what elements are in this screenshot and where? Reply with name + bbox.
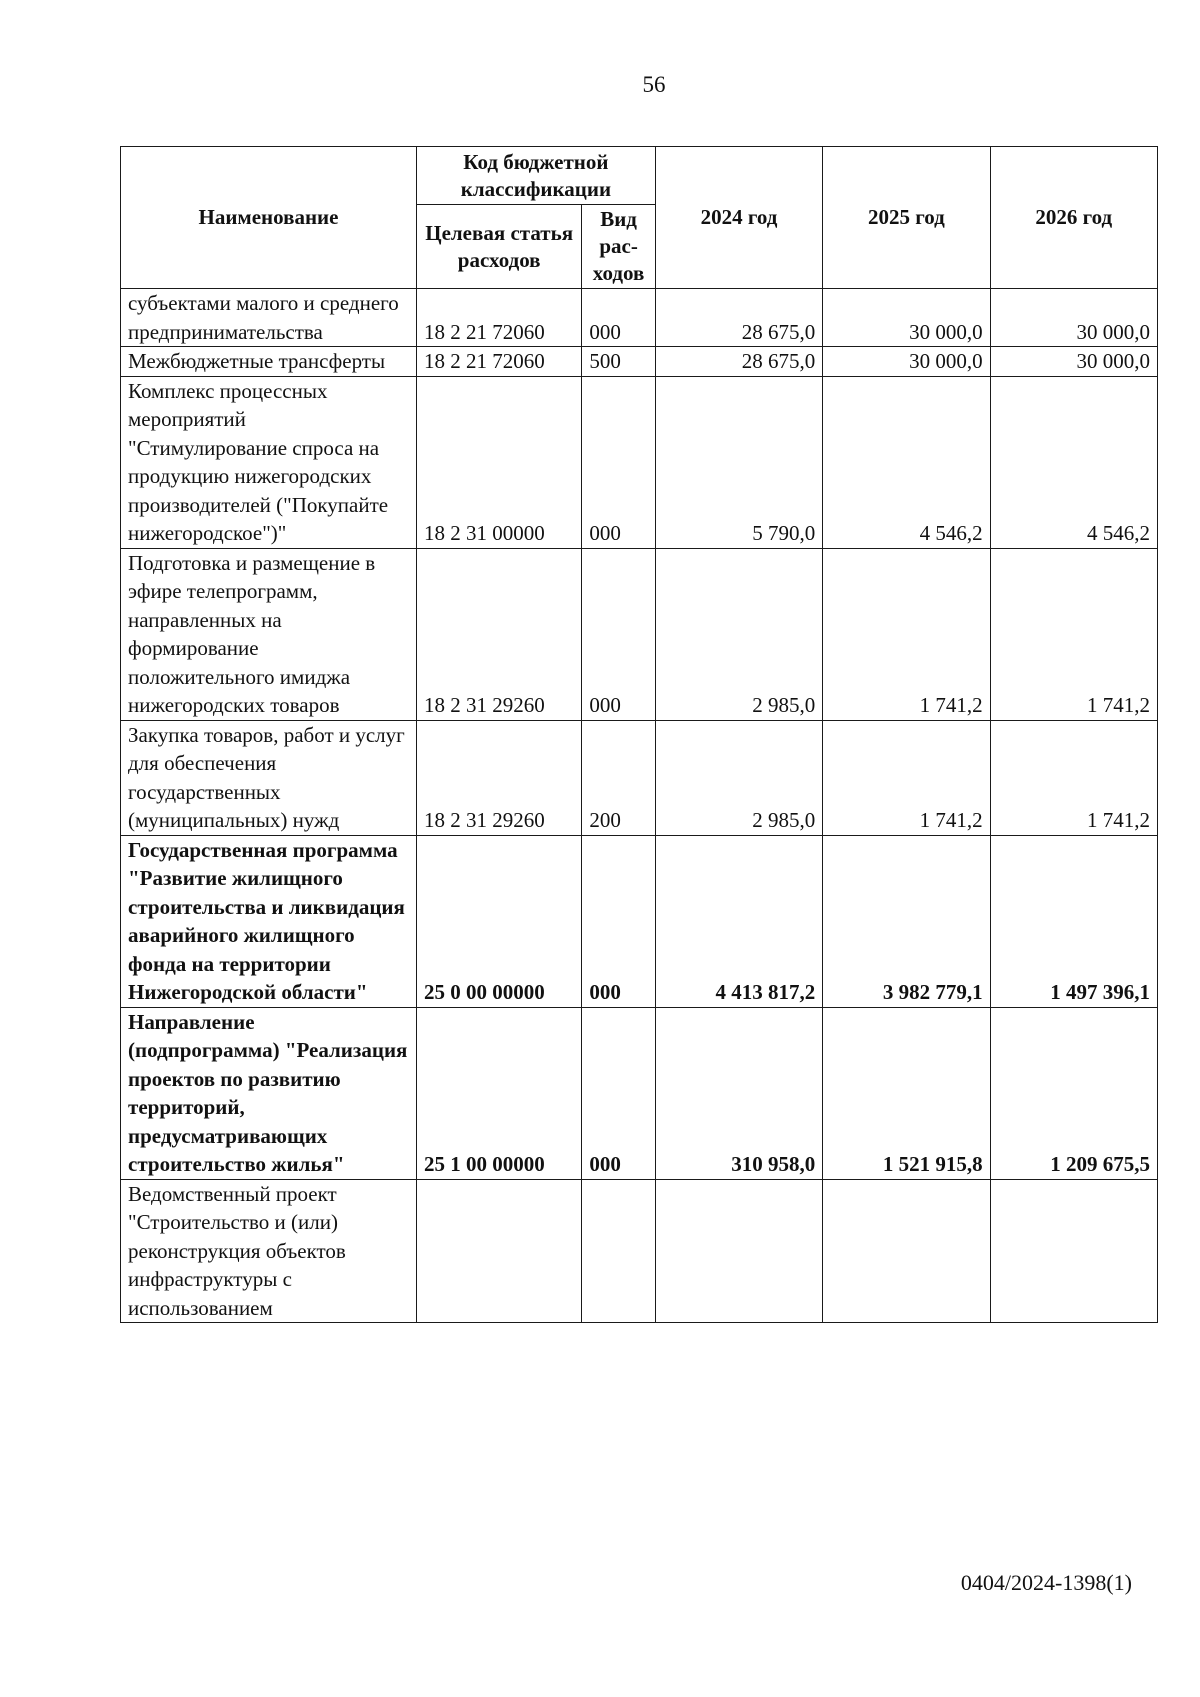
row-target-article-cell: 25 1 00 00000 xyxy=(416,1007,581,1179)
header-target-article: Целевая статья расходов xyxy=(416,205,581,289)
row-2024-cell: 2 985,0 xyxy=(655,548,822,720)
row-2025-cell: 1 741,2 xyxy=(823,548,990,720)
row-name-cell: субъектами малого и среднего предпринимательства xyxy=(121,289,417,347)
document-code: 0404/2024-1398(1) xyxy=(960,1570,1132,1595)
row-target-article-cell xyxy=(416,1179,581,1323)
row-target-article-cell: 18 2 31 29260 xyxy=(416,720,581,835)
row-2024-cell: 28 675,0 xyxy=(655,289,822,347)
row-expense-kind-cell: 000 xyxy=(582,289,656,347)
table-row xyxy=(121,289,1158,347)
row-2025-cell: 30 000,0 xyxy=(823,347,990,377)
row-2025-cell: 4 546,2 xyxy=(823,376,990,548)
header-code-group: Код бюджетной классификации xyxy=(416,147,655,205)
row-name-cell: Государственная программа "Развитие жилищного строительства и ликвидация аварийного жилищного фонда на территории Нижегородской области" xyxy=(121,835,417,1007)
row-2024-cell: 2 985,0 xyxy=(655,720,822,835)
header-2026: 2026 год xyxy=(990,147,1157,289)
row-2024-cell xyxy=(655,1179,822,1323)
row-2026-cell: 30 000,0 xyxy=(990,347,1157,377)
row-2025-cell: 1 741,2 xyxy=(823,720,990,835)
row-expense-kind-cell xyxy=(582,1179,656,1323)
table-row xyxy=(121,835,1158,1007)
row-name-cell: Закупка товаров, работ и услуг для обеспечения государственных (муниципальных) нужд xyxy=(121,720,417,835)
row-name-cell: Подготовка и размещение в эфире телепрограмм, направленных на формирование положительного имиджа нижегородских товаров xyxy=(121,548,417,720)
row-name-cell: Ведомственный проект "Строительство и (или) реконструкция объектов инфраструктуры с использованием xyxy=(121,1179,417,1323)
row-2026-cell: 4 546,2 xyxy=(990,376,1157,548)
table-row xyxy=(121,548,1158,720)
row-expense-kind-cell: 000 xyxy=(582,1007,656,1179)
row-2024-cell: 28 675,0 xyxy=(655,347,822,377)
row-2025-cell: 1 521 915,8 xyxy=(823,1007,990,1179)
header-2024: 2024 год xyxy=(655,147,822,289)
header-row-1 xyxy=(121,147,1158,205)
row-target-article-cell: 18 2 31 00000 xyxy=(416,376,581,548)
table-row xyxy=(121,376,1158,548)
row-2025-cell: 30 000,0 xyxy=(823,289,990,347)
table-row xyxy=(121,347,1158,377)
row-target-article-cell: 18 2 31 29260 xyxy=(416,548,581,720)
row-expense-kind-cell: 000 xyxy=(582,548,656,720)
row-2026-cell: 1 209 675,5 xyxy=(990,1007,1157,1179)
row-2026-cell: 30 000,0 xyxy=(990,289,1157,347)
budget-table xyxy=(120,146,1158,1323)
row-2026-cell: 1 741,2 xyxy=(990,720,1157,835)
row-2026-cell: 1 741,2 xyxy=(990,548,1157,720)
row-2024-cell: 310 958,0 xyxy=(655,1007,822,1179)
header-name: Наименование xyxy=(121,147,417,289)
row-target-article-cell: 25 0 00 00000 xyxy=(416,835,581,1007)
row-target-article-cell: 18 2 21 72060 xyxy=(416,347,581,377)
row-expense-kind-cell: 500 xyxy=(582,347,656,377)
header-expense-kind: Вид рас-ходов xyxy=(582,205,656,289)
table-row xyxy=(121,1007,1158,1179)
row-name-cell: Направление (подпрограмма) "Реализация проектов по развитию территорий, предусматривающих строительство жилья" xyxy=(121,1007,417,1179)
row-2026-cell: 1 497 396,1 xyxy=(990,835,1157,1007)
row-name-cell: Межбюджетные трансферты xyxy=(121,347,417,377)
header-2025: 2025 год xyxy=(823,147,990,289)
table-row xyxy=(121,720,1158,835)
row-expense-kind-cell: 000 xyxy=(582,376,656,548)
row-2025-cell xyxy=(823,1179,990,1323)
row-expense-kind-cell: 200 xyxy=(582,720,656,835)
table-row xyxy=(121,1179,1158,1323)
row-2024-cell: 5 790,0 xyxy=(655,376,822,548)
row-2024-cell: 4 413 817,2 xyxy=(655,835,822,1007)
page-number: 56 xyxy=(642,72,666,97)
row-target-article-cell: 18 2 21 72060 xyxy=(416,289,581,347)
row-2025-cell: 3 982 779,1 xyxy=(823,835,990,1007)
row-name-cell: Комплекс процессных мероприятий "Стимулирование спроса на продукцию нижегородских производителей ("Покупайте нижегородское")" xyxy=(121,376,417,548)
table-body xyxy=(121,289,1158,1323)
row-expense-kind-cell: 000 xyxy=(582,835,656,1007)
row-2026-cell xyxy=(990,1179,1157,1323)
